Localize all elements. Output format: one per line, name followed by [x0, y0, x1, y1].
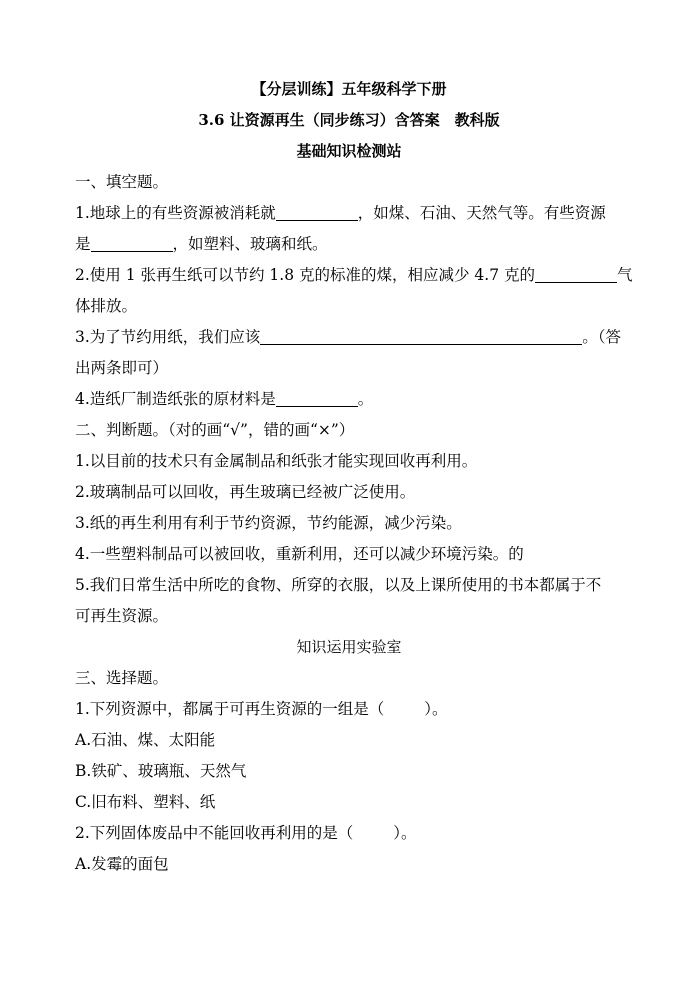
choice-question-1	[75, 694, 623, 725]
fill-question-1-line2	[75, 229, 623, 260]
judge-question-5-line1: 5.我们日常生活中所吃的食物、所穿的衣服，以及上课所使用的书本都属于不	[75, 576, 602, 594]
fill-question-1-line1	[75, 198, 623, 229]
fill-question-2-line2: 体排放。	[75, 297, 138, 315]
document-title: 【分层训练】五年级科学下册	[251, 80, 447, 98]
fill-q1-text-a: 1.地球上的有些资源被消耗就	[75, 204, 276, 222]
fill-q3-text-b: 。（答	[582, 328, 622, 346]
part2-heading: 二、判断题。（对的画“√”，错的画“×”）	[75, 421, 355, 439]
judge-question-2: 2.玻璃制品可以回收，再生玻璃已经被广泛使用。	[75, 483, 416, 501]
fill-q4-text-a: 4.造纸厂制造纸张的原材料是	[75, 390, 276, 408]
document-content	[75, 74, 633, 880]
fill-question-3-line2: 出两条即可）	[75, 359, 169, 377]
fill-q4-text-b: 。	[357, 390, 374, 408]
judge-question-4: 4.一些塑料制品可以被回收，重新利用，还可以减少环境污染。的	[75, 545, 524, 563]
section-heading-basic: 基础知识检测站	[296, 142, 402, 160]
answer-blank	[276, 389, 358, 407]
choice-q2-text-a: 2.下列固体废品中不能回收再利用的是（	[75, 824, 354, 842]
fill-q1-text-d: ，如塑料、玻璃和纸。	[172, 235, 328, 253]
judge-question-3: 3.纸的再生利用有利于节约资源，节约能源，减少污染。	[75, 514, 462, 532]
answer-blank	[91, 234, 173, 252]
choice-question-2	[75, 818, 623, 849]
choice-q1-option-b: B.铁矿、玻璃瓶、天然气	[75, 762, 247, 780]
section-heading-application: 知识运用实验室	[296, 638, 402, 656]
answer-blank	[260, 327, 582, 345]
judge-question-5-line2: 可再生资源。	[75, 607, 169, 625]
choice-q2-text-b: ）。	[393, 824, 417, 842]
judge-question-1: 1.以目前的技术只有金属制品和纸张才能实现回收再利用。	[75, 452, 478, 470]
part3-heading: 三、选择题。	[75, 669, 169, 687]
answer-blank	[535, 265, 617, 283]
choice-q1-text-b: ）。	[424, 700, 448, 718]
fill-question-2-line1	[75, 260, 633, 291]
document-subtitle: 3.6 让资源再生（同步练习）含答案 教科版	[198, 111, 500, 129]
choice-q1-option-a: A.石油、煤、太阳能	[75, 731, 216, 749]
fill-q1-text-c: 是	[75, 235, 91, 253]
part1-heading: 一、填空题。	[75, 173, 169, 191]
fill-q1-text-b: ，如煤、石油、天然气等。有些资源	[357, 204, 606, 222]
choice-q2-option-a: A.发霉的面包	[75, 855, 169, 873]
fill-q2-text-b: 气	[617, 266, 633, 284]
fill-q3-text-a: 3.为了节约用纸，我们应该	[75, 328, 261, 346]
choice-q1-option-c: C.旧布料、塑料、纸	[75, 793, 216, 811]
answer-blank	[276, 203, 358, 221]
choice-q1-text-a: 1.下列资源中，都属于可再生资源的一组是（	[75, 700, 385, 718]
fill-question-4	[75, 384, 623, 415]
fill-q2-text-a: 2.使用 1 张再生纸可以节约 1.8 克的标准的煤，相应减少 4.7 克的	[75, 266, 536, 284]
fill-question-3-line1	[75, 322, 623, 353]
